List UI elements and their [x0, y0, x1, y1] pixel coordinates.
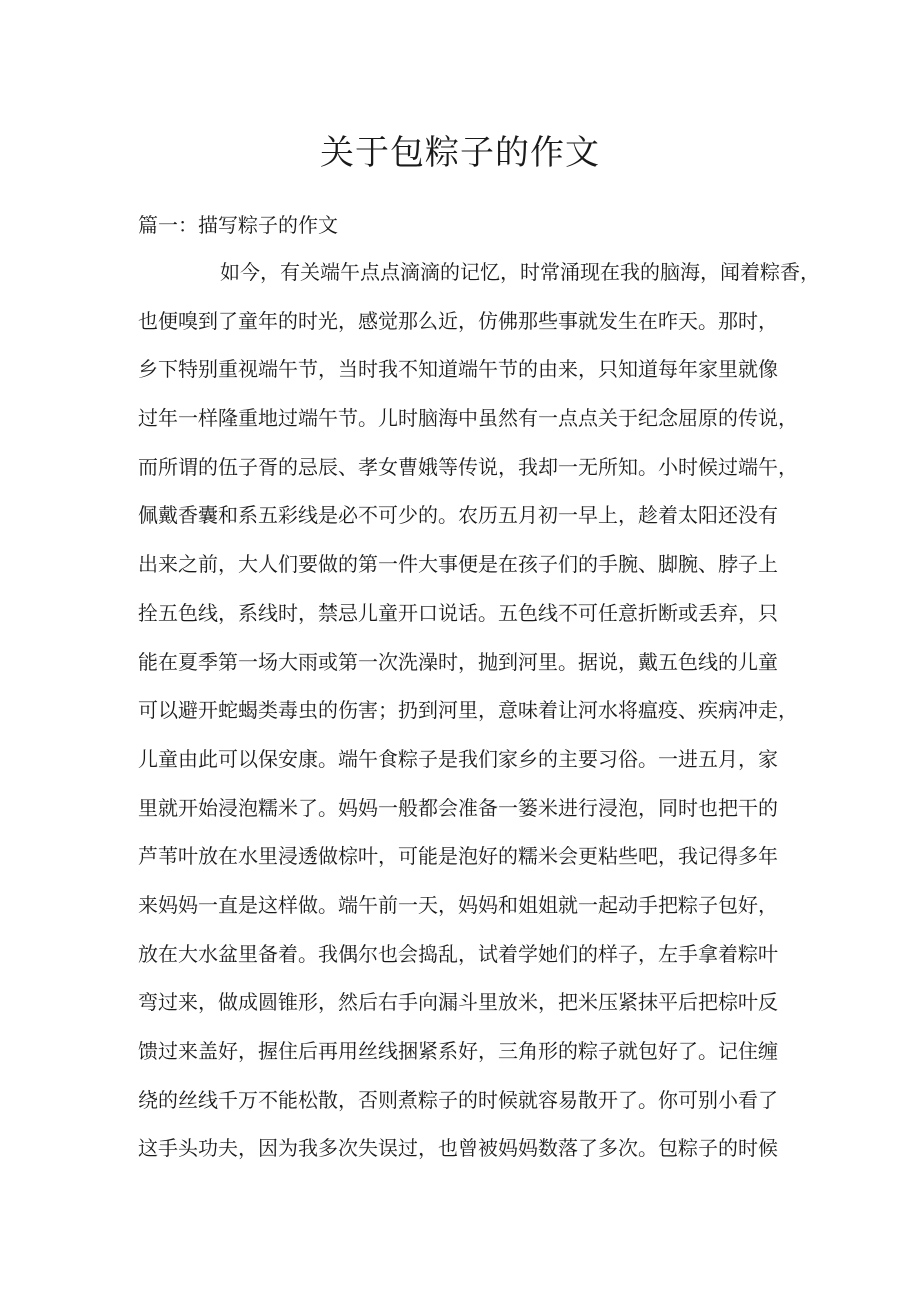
paragraph-line: 而所谓的伍子胥的忌辰、孝女曹娥等传说，我却一无所知。小时候过端午，: [138, 454, 798, 479]
document-title: 关于包粽子的作文: [320, 133, 600, 173]
paragraph-line: 馈过来盖好，握住后再用丝线捆紧系好，三角形的粽子就包好了。记住缠: [138, 1039, 778, 1063]
paragraph-line: 能在夏季第一场大雨或第一次洗澡时，抛到河里。据说，戴五色线的儿童: [138, 649, 778, 674]
paragraph-line: 过年一样隆重地过端午节。儿时脑海中虽然有一点点关于纪念屈原的传说，: [138, 406, 798, 431]
section-heading: 篇一：描写粽子的作文: [138, 213, 338, 237]
paragraph-line: 出来之前，大人们要做的第一件大事便是在孩子们的手腕、脚腕、脖子上: [138, 552, 778, 577]
paragraph-line: 乡下特别重视端午节，当时我不知道端午节的由来，只知道每年家里就像: [138, 357, 778, 382]
paragraph-line: 可以避开蛇蝎类毒虫的伤害；扔到河里，意味着让河水将瘟疫、疾病冲走，: [138, 698, 798, 723]
paragraph-line: 如今，有关端午点点滴滴的记忆，时常涌现在我的脑海，闻着粽香，: [220, 260, 820, 284]
paragraph-line: 弯过来，做成圆锥形，然后右手向漏斗里放米，把米压紧抹平后把棕叶反: [138, 990, 778, 1015]
paragraph-line: 芦苇叶放在水里浸透做棕叶，可能是泡好的糯米会更粘些吧，我记得多年: [138, 844, 778, 869]
paragraph-line: 放在大水盆里备着。我偶尔也会捣乱，试着学她们的样子，左手拿着粽叶: [138, 941, 778, 966]
paragraph-line: 也便嗅到了童年的时光，感觉那么近，仿佛那些事就发生在昨天。那时，: [138, 308, 778, 333]
paragraph-line: 里就开始浸泡糯米了。妈妈一般都会准备一篓米进行浸泡，同时也把干的: [138, 795, 778, 820]
paragraph-line: 这手头功夫，因为我多次失误过，也曾被妈妈数落了多次。包粽子的时候: [138, 1136, 778, 1161]
paragraph-line: 拴五色线，系线时，禁忌儿童开口说话。五色线不可任意折断或丢弃，只: [138, 600, 778, 625]
essay-body: [138, 254, 820, 1179]
paragraph-line: 儿童由此可以保安康。端午食粽子是我们家乡的主要习俗。一进五月，家: [138, 746, 778, 771]
paragraph-line: 来妈妈一直是这样做。端午前一天，妈妈和姐姐就一起动手把粽子包好，: [138, 892, 778, 917]
paragraph-line: 绕的丝线千万不能松散，否则煮粽子的时候就容易散开了。你可别小看了: [138, 1087, 778, 1112]
paragraph-line: 佩戴香囊和系五彩线是必不可少的。农历五月初一早上，趁着太阳还没有: [138, 503, 778, 528]
